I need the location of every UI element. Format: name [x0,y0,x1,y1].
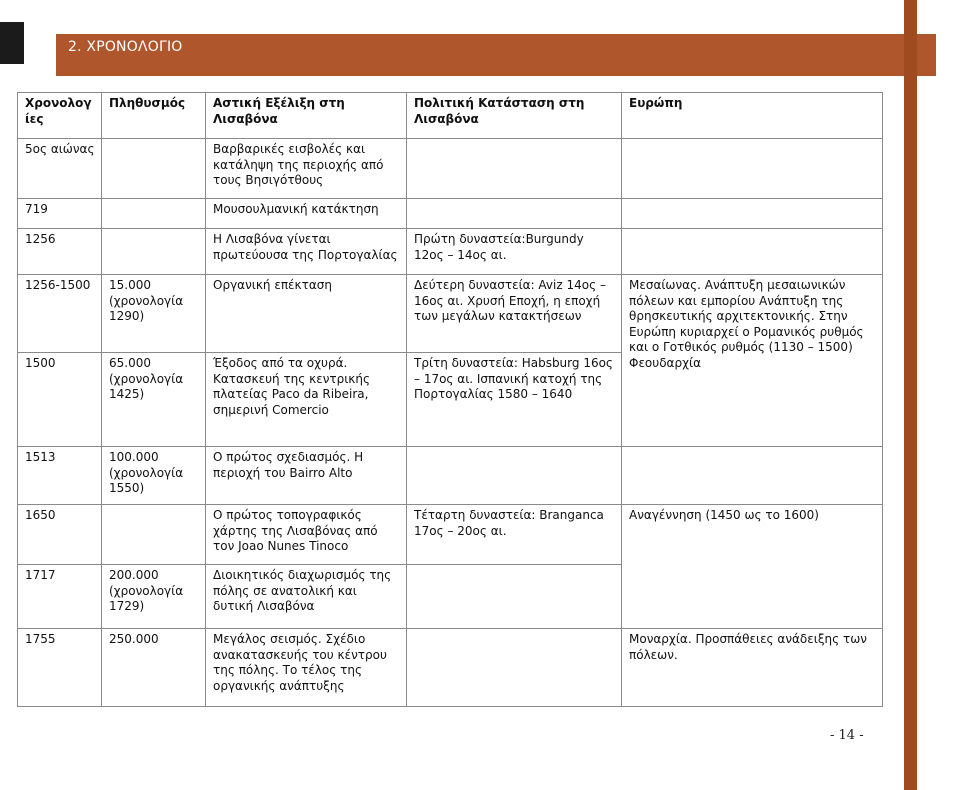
cell-political [407,199,622,229]
cell-population [102,505,206,565]
table-row [18,229,883,275]
cell-population: 65.000 (χρονολογία 1425) [102,353,206,447]
cell-population: 200.000 (χρονολογία 1729) [102,565,206,629]
side-stripe [904,0,917,790]
chronology-table [17,92,883,707]
cell-europe [622,199,883,229]
cell-year: 5ος αιώνας [18,139,102,199]
corner-marker [0,22,24,64]
cell-year: 1717 [18,565,102,629]
section-title: 2. ΧΡΟΝΟΛΟΓΙΟ [68,39,183,55]
header-years: Χρονολογίες [18,93,102,139]
page-number: - 14 - [830,728,864,743]
header-political: Πολιτική Κατάσταση στη Λισαβόνα [407,93,622,139]
cell-urban: Η Λισαβόνα γίνεται πρωτεύουσα της Πορτογαλίας [206,229,407,275]
cell-population [102,229,206,275]
cell-urban: Βαρβαρικές εισβολές και κατάληψη της περιοχής από τους Βησιγότθους [206,139,407,199]
cell-population [102,139,206,199]
cell-political [407,447,622,505]
cell-urban: Διοικητικός διαχωρισμός της πόλης σε ανατολική και δυτική Λισαβόνα [206,565,407,629]
table-row [18,139,883,199]
header-urban: Αστική Εξέλιξη στη Λισαβόνα [206,93,407,139]
cell-population: 100.000 (χρονολογία 1550) [102,447,206,505]
cell-political [407,629,622,707]
header-europe: Ευρώπη [622,93,883,139]
cell-population: 250.000 [102,629,206,707]
cell-year: 1256 [18,229,102,275]
table-row [18,505,883,565]
table-row [18,447,883,505]
cell-year: 1256-1500 [18,275,102,353]
header-population: Πληθυσμός [102,93,206,139]
cell-year: 1500 [18,353,102,447]
cell-political: Τρίτη δυναστεία: Habsburg 16ος – 17ος αι. Ισπανική κατοχή της Πορτογαλίας 1580 – 1640 [407,353,622,447]
table-row [18,629,883,707]
cell-europe [622,447,883,505]
cell-europe: Μοναρχία. Προσπάθειες ανάδειξης των πόλεων. [622,629,883,707]
cell-europe: Μεσαίωνας. Ανάπτυξη μεσαιωνικών πόλεων και εμπορίου Ανάπτυξη της θρησκευτικής αρχιτεκτονικής. Στην Ευρώπη κυριαρχεί ο Ρομανικός ρυθμός και ο Γοτθικός ρυθμός (1130 – 1500) Φεουδαρχία [622,275,883,447]
cell-year: 719 [18,199,102,229]
cell-year: 1513 [18,447,102,505]
cell-political: Δεύτερη δυναστεία: Aviz 14ος – 16ος αι. Χρυσή Εποχή, η εποχή των μεγάλων κατακτήσεων [407,275,622,353]
cell-urban: Ο πρώτος τοπογραφικός χάρτης της Λισαβόνας από τον Joao Nunes Tinoco [206,505,407,565]
cell-political [407,139,622,199]
table-row [18,199,883,229]
cell-urban: Μουσουλμανική κατάκτηση [206,199,407,229]
cell-europe: Αναγέννηση (1450 ως το 1600) [622,505,883,629]
table-header-row [18,93,883,139]
cell-year: 1755 [18,629,102,707]
cell-political [407,565,622,629]
cell-europe [622,139,883,199]
cell-urban: Ο πρώτος σχεδιασμός. Η περιοχή του Bairro Alto [206,447,407,505]
cell-political: Πρώτη δυναστεία:Burgundy 12ος – 14ος αι. [407,229,622,275]
table-row [18,275,883,353]
cell-urban: Μεγάλος σεισμός. Σχέδιο ανακατασκευής του κέντρου της πόλης. Το τέλος της οργανικής ανάπτυξης [206,629,407,707]
cell-population [102,199,206,229]
cell-urban: Έξοδος από τα οχυρά. Κατασκευή της κεντρικής πλατείας Paco da Ribeira, σημερινή Comercio [206,353,407,447]
cell-europe [622,229,883,275]
cell-urban: Οργανική επέκταση [206,275,407,353]
cell-political: Τέταρτη δυναστεία: Branganca 17ος – 20ος αι. [407,505,622,565]
cell-population: 15.000 (χρονολογία 1290) [102,275,206,353]
section-header-band [56,34,936,76]
cell-year: 1650 [18,505,102,565]
